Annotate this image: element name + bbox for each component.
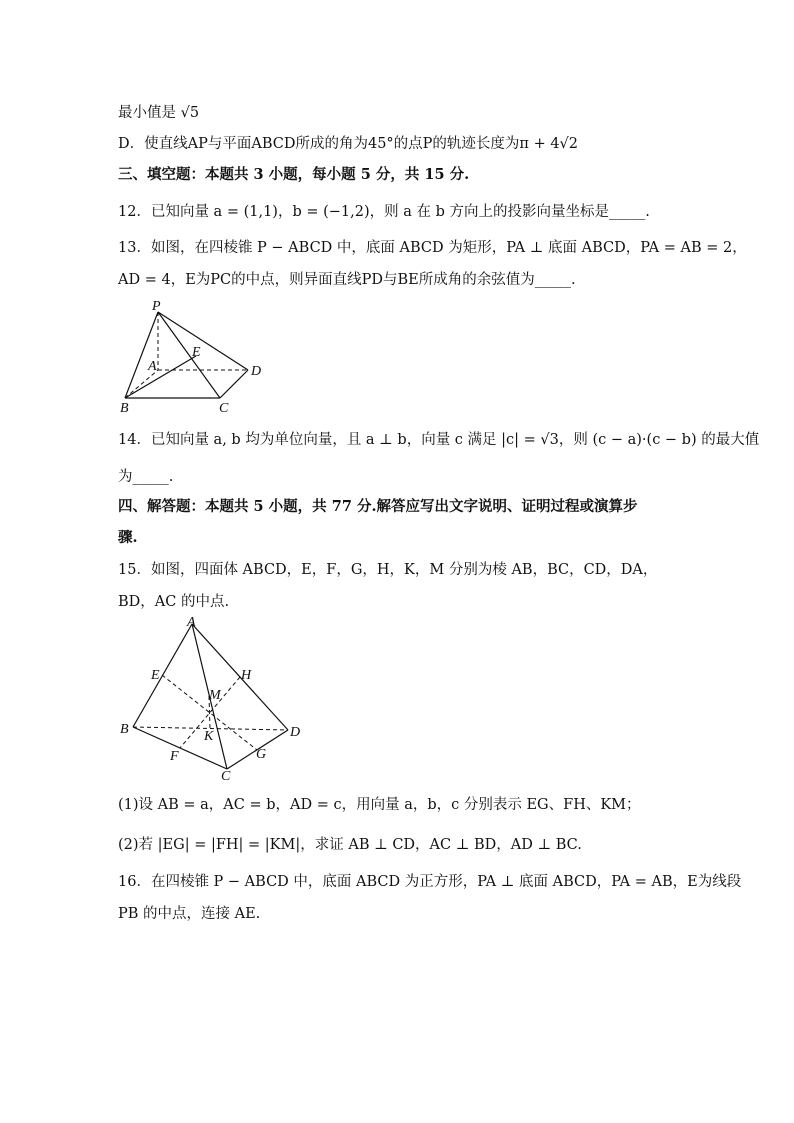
vertex-label: E: [192, 345, 201, 360]
vertex-label: H: [241, 668, 252, 683]
question-15: 15．如图，四面体 ABCD，E，F，G，H，K，M 分别为棱 AB，BC，CD，DA，: [118, 562, 658, 578]
tetrahedron-figure: [115, 612, 315, 788]
vertex-label: B: [120, 722, 129, 737]
section-heading: 四、解答题：本题共 5 小题，共 77 分.解答应写出文字说明、证明过程或演算步: [118, 498, 638, 515]
vertex-label: C: [219, 401, 229, 416]
question-15-part1: (1)设 AB = a，AC = b，AD = c，用向量 a，b，c 分别表示 EG、FH、KM；: [118, 797, 641, 813]
vertex-label: F: [170, 749, 179, 764]
vertex-label: M: [209, 688, 221, 703]
vertex-label: D: [251, 364, 262, 379]
pyramid-figure: [110, 298, 280, 420]
question-13: 13．如图，在四棱锥 P − ABCD 中，底面 ABCD 为矩形，PA ⊥ 底面 ABCD，PA = AB = 2，: [118, 240, 747, 256]
vertex-label: C: [221, 769, 231, 784]
vertex-label: E: [151, 668, 160, 683]
question-14-cont: 为_____.: [118, 469, 174, 485]
vertex-label: A: [148, 359, 157, 374]
question-14: 14．已知向量 a, b 均为单位向量，且 a ⊥ b，向量 c 满足 |c| = √3，则 (c − a)·(c − b) 的最大值: [118, 432, 760, 448]
vertex-label: K: [204, 729, 214, 744]
text-line: 最小值是 √5: [118, 105, 200, 121]
section-heading: 三、填空题：本题共 3 小题，每小题 5 分，共 15 分.: [118, 166, 470, 183]
section-heading-cont: 骤.: [118, 529, 138, 546]
question-16-cont: PB 的中点，连接 AE.: [118, 906, 261, 922]
vertex-label: G: [256, 747, 267, 762]
vertex-label: D: [290, 725, 301, 740]
vertex-label: A: [187, 615, 196, 630]
text-line: D．使直线AP与平面ABCD所成的角为45°的点P的轨迹长度为π + 4√2: [118, 136, 579, 152]
question-12: 12．已知向量 a = (1,1)，b = (−1,2)，则 a 在 b 方向上的投影向量坐标是_____.: [118, 204, 650, 220]
question-16: 16．在四棱锥 P − ABCD 中，底面 ABCD 为正方形，PA ⊥ 底面 ABCD，PA = AB，E为线段: [118, 874, 742, 890]
question-13-cont: AD = 4，E为PC的中点，则异面直线PD与BE所成角的余弦值为_____.: [118, 272, 576, 288]
vertex-label: B: [120, 401, 129, 416]
vertex-label: P: [152, 299, 161, 314]
question-15-cont: BD，AC 的中点.: [118, 594, 230, 610]
question-15-part2: (2)若 |EG| = |FH| = |KM|，求证 AB ⊥ CD，AC ⊥ BD，AD ⊥ BC.: [118, 837, 582, 853]
